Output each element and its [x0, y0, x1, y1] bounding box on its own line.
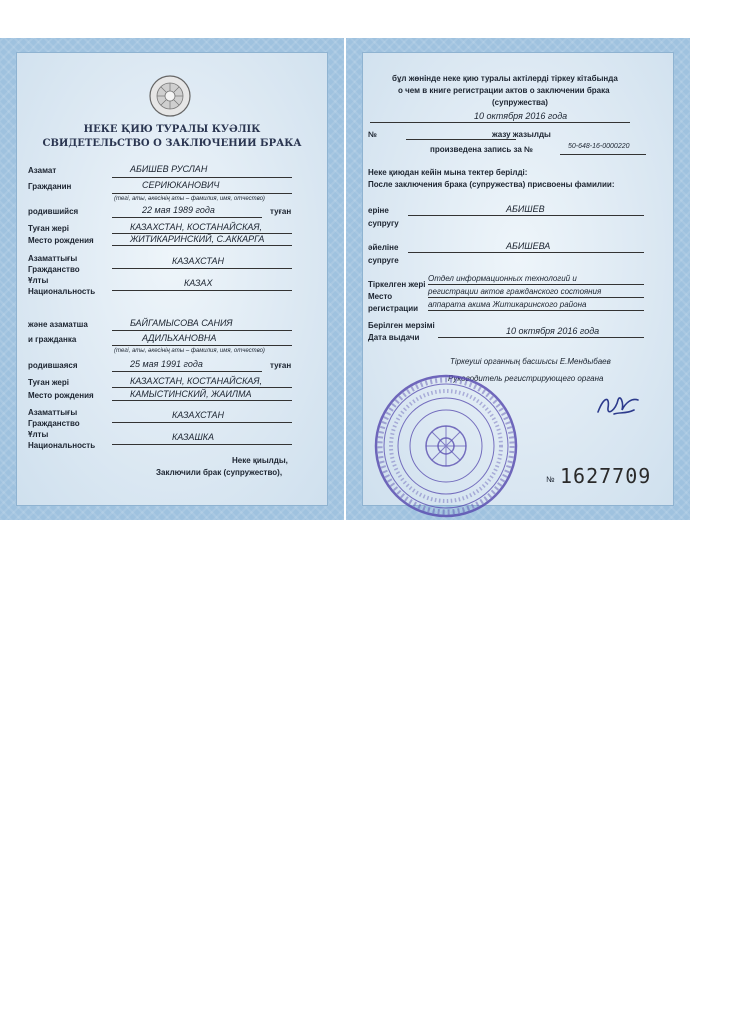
serial-label: № — [546, 475, 555, 484]
husband-label-kz: еріне — [368, 206, 389, 215]
certificate-left-page — [0, 38, 344, 520]
groom-label-ru: Гражданин — [28, 182, 72, 191]
bride-nationality: КАЗАШКА — [172, 432, 215, 442]
issue-label-kz: Берілген мерзімі — [368, 321, 435, 330]
groom-nationality: КАЗАХ — [184, 278, 213, 288]
record-ru: произведена запись за № — [430, 145, 533, 154]
bride-citizenship-label-kz: Азаматтығы — [28, 408, 78, 417]
reg-place-line3: аппарата акима Житикаринского района — [428, 300, 587, 309]
wife-label-kz: әйеліне — [368, 243, 399, 252]
bride-label-ru: и гражданка — [28, 335, 77, 344]
groom-birth-date: 22 мая 1989 года — [142, 205, 215, 215]
reg-place-label-ru2: регистрации — [368, 304, 419, 313]
bride-nationality-label-kz: Ұлты — [28, 430, 49, 439]
groom-name-hint: (тегі, аты, әкесінің аты – фамилия, имя, отчество) — [114, 196, 265, 202]
record-number: 50-648-16-0000220 — [568, 143, 630, 150]
official-seal-icon — [372, 372, 520, 520]
reg-place-label-kz: Тіркелген жері — [368, 280, 426, 289]
wife-surname: АБИШЕВА — [506, 241, 551, 251]
bride-name: БАЙГАМЫСОВА САНИЯ — [130, 318, 233, 328]
groom-birthplace-label-kz: Туған жері — [28, 224, 69, 233]
groom-nationality-label-kz: Ұлты — [28, 276, 49, 285]
bride-patronymic: АДИЛЬХАНОВНА — [142, 333, 217, 343]
reg-place-label-ru1: Место — [368, 292, 393, 301]
right-header-ru: о чем в книге регистрации актов о заключении брака — [398, 86, 610, 95]
groom-birthplace-line2: ЖИТИКАРИНСКИЙ, С.АККАРГА — [130, 234, 265, 244]
certificate-scan — [0, 38, 690, 520]
groom-citizenship-label-ru: Гражданство — [28, 265, 80, 274]
record-no-label: № — [368, 130, 377, 139]
head-ru: Руководитель регистрирующего органа — [448, 374, 604, 383]
bride-nationality-label-ru: Национальность — [28, 441, 96, 450]
bride-label-kz: және азаматша — [28, 320, 88, 329]
groom-label-kz: Азамат — [28, 166, 57, 175]
issue-label-ru: Дата выдачи — [368, 333, 420, 342]
concluded-ru: Заключили брак (супружество), — [156, 468, 283, 477]
head-kz: Тіркеуші органның басшысы Е.Мендыбаев — [450, 357, 611, 366]
kazakhstan-emblem-icon — [148, 74, 192, 118]
groom-birthplace-line1: КАЗАХСТАН, КОСТАНАЙСКАЯ, — [130, 222, 263, 232]
bride-birthplace-line2: КАМЫСТИНСКИЙ, ЖАИЛМА — [130, 389, 252, 399]
record-kz: жазу жазылды — [492, 130, 551, 139]
groom-patronymic: СЕРИЮКАНОВИЧ — [142, 180, 220, 190]
bride-birthplace-line1: КАЗАХСТАН, КОСТАНАЙСКАЯ, — [130, 376, 263, 386]
groom-citizenship: КАЗАХСТАН — [172, 256, 225, 266]
after-ru: После заключения брака (супружества) присвоены фамилии: — [368, 180, 615, 189]
concluded-kz: Неке қиылды, — [232, 456, 288, 465]
bride-birth-date: 25 мая 1991 года — [130, 359, 203, 369]
after-kz: Неке қиюдан кейін мына тектер берілді: — [368, 168, 528, 177]
bride-born-kz: туған — [270, 361, 292, 370]
signature-icon — [594, 390, 642, 420]
husband-surname: АБИШЕВ — [506, 204, 545, 214]
bride-name-hint: (тегі, аты, әкесінің аты – фамилия, имя, отчество) — [114, 348, 265, 354]
wife-label-ru: супруге — [368, 256, 399, 265]
groom-name: АБИШЕВ РУСЛАН — [130, 164, 208, 174]
right-header-kz: бұл жөнінде неке қию туралы актілерді тіркеу кітабында — [392, 74, 618, 83]
reg-place-line2: регистрации актов гражданского состояния — [428, 287, 602, 296]
bride-citizenship-label-ru: Гражданство — [28, 419, 80, 428]
title-kz: НЕКЕ ҚИЮ ТУРАЛЫ КУӘЛІК — [83, 124, 261, 135]
reg-place-line1: Отдел информационных технологий и — [428, 274, 577, 283]
husband-label-ru: супругу — [368, 219, 399, 228]
groom-born-kz: туған — [270, 207, 292, 216]
bride-birthplace-label-ru: Место рождения — [28, 391, 94, 400]
bride-citizenship: КАЗАХСТАН — [172, 410, 225, 420]
groom-nationality-label-ru: Национальность — [28, 287, 96, 296]
serial-number: 1627709 — [560, 464, 652, 488]
bride-born-label: родившаяся — [28, 361, 78, 370]
groom-birthplace-label-ru: Место рождения — [28, 236, 94, 245]
groom-born-label: родившийся — [28, 207, 79, 216]
title-ru: СВИДЕТЕЛЬСТВО О ЗАКЛЮЧЕНИИ БРАКА — [42, 138, 302, 149]
bride-birthplace-label-kz: Туған жері — [28, 378, 69, 387]
issue-date: 10 октября 2016 года — [506, 326, 600, 336]
right-header-ru2: (супружества) — [492, 98, 548, 107]
groom-citizenship-label-kz: Азаматтығы — [28, 254, 78, 263]
record-date: 10 октября 2016 года — [474, 111, 568, 121]
